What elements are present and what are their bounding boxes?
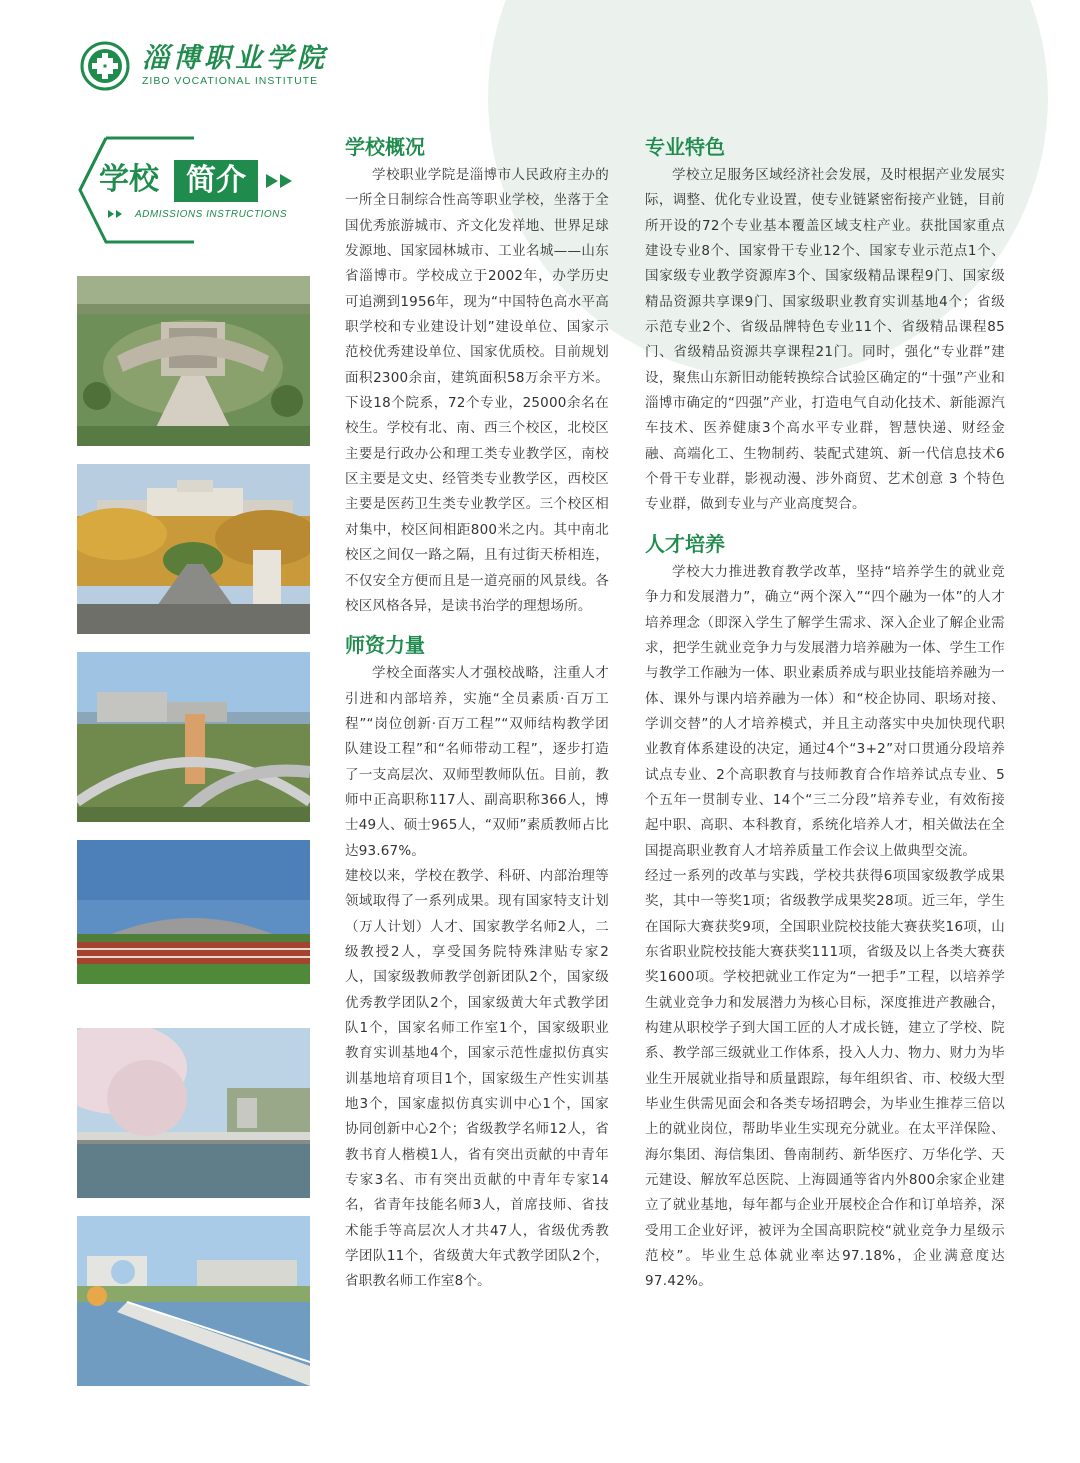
overview-body: 学校职业学院是淄博市人民政府主办的一所全日制综合性高等职业学校，坐落于全国优秀旅游城市、齐文化发祥地、世界足球发源地、国家园林城市、工业名城——山东省淄博市。学校成立于2002年，办学历史可追溯到1956年，现为“中国特色高水平高职学校和专业建设计划”建设单位、国家示范校优秀建设单位、国家优质校。目前规划面积2300余亩，建筑面积58万余平方米。下设18个院系，72个专业，25000余名在校生。学校有北、南、西三个校区，北校区主要是行政办公和理工类专业教学区，南校区主要是文史、经管类专业教学区，西校区主要是医药卫生类专业教学区。三个校区相对集中，校区间相距800米之内。其中南北校区之间仅一路之隔，且有过街天桥相连，不仅安全方便而且是一道亮丽的风景线。各校区风格各异，是读书治学的理想场所。 xyxy=(345,167,609,614)
photo-stadium xyxy=(77,840,310,984)
badge-highlight-box xyxy=(174,160,258,202)
section-title-faculty: 师资力量 xyxy=(345,633,425,658)
photo-main-building xyxy=(77,464,310,634)
faculty-body-1: 学校全面落实人才强校战略，注重人才引进和内部培养，实施“全员素质·百万工程”“岗位创新·百万工程”“双师结构教学团队建设工程”和“名师带动工程”，逐步打造了一支高层次、双师型教师队伍。目前，教师中正高职称117人、副高职称366人，博士49人、硕士965人，“双师”素质教师占比达93.67%。 xyxy=(345,665,609,859)
campus-lake-walkway-icon xyxy=(77,1216,310,1386)
middle-column xyxy=(345,133,609,1295)
intro-badge xyxy=(76,134,326,246)
photo-lakeside xyxy=(77,1028,310,1198)
lakeside-bridge-icon xyxy=(77,1028,310,1198)
specialty-body: 学校立足服务区域经济社会发展，及时根据产业发展实际，调整、优化专业设置，使专业链紧密衔接产业链，目前所开设的72个专业基本覆盖区域支柱产业。获批国家重点建设专业8个、国家骨干专业12个、国家专业示范点1个、国家级专业教学资源库3个、国家级精品课程9门、国家级精品资源共享课9门、国家级职业教育实训基地4个；省级示范专业2个、省级品牌特色专业11个、省级精品课程85门、省级精品资源共享课程21门。同时，强化“专业群”建设，聚焦山东新旧动能转换综合试验区确定的“十强”产业和淄博市确定的“四强”产业，打造电气自动化技术、新能源汽车技术、医养健康3个高水平专业群，智慧快递、财经金融、高端化工、生物制药、装配式建筑、新一代信息技术6个骨干专业群，影视动漫、涉外商贸、艺术创意 3 个特色专业群，做到专业与产业高度契合。 xyxy=(645,167,1005,513)
campus-tower-bridge-icon xyxy=(77,652,310,822)
section-title-specialty: 专业特色 xyxy=(645,135,725,159)
photo-campus-aerial xyxy=(77,276,310,446)
badge-english-subtitle: ADMISSIONS INSTRUCTIONS xyxy=(135,209,288,220)
badge-word-school: 学校 xyxy=(99,162,159,197)
school-emblem-icon xyxy=(80,41,130,91)
campus-main-building-icon xyxy=(77,464,310,634)
faculty-body-2: 建校以来，学校在教学、科研、内部治理等领域取得了一系列成果。现有国家特支计划（万人计划）人才、国家教学名师2人，二级教授2人，享受国务院特殊津贴专家2人，国家级教师教学创新团队2个，国家级优秀教学团队2个，国家级黄大年式教学团队1个，国家名师工作室1个，国家级职业教育实训基地4个，国家示范性虚拟仿真实训基地培育项目1个，国家级生产性实训基地3个，国家虚拟仿真实训中心1个，国家协同创新中心2个；省级教学名师12人，省教书育人楷模1人，省有突出贡献的中青年专家3名、市有突出贡献的中青年专家14名，省青年技能名师3人，首席技师、省技术能手等高层次人才共47人，省级优秀教学团队11个，省级黄大年式教学团队2个，省职教名师工作室8个。 xyxy=(345,867,609,1290)
section-title-overview: 学校概况 xyxy=(345,135,425,159)
stadium-track-icon xyxy=(77,840,310,984)
talent-body-2: 经过一系列的改革与实践，学校共获得6项国家级教学成果奖，其中一等奖1项；省级教学成果奖28项。近三年，学生在国际大赛获奖9项，全国职业院校技能大赛获奖16项，山东省职业院校技能大赛获奖111项，省级及以上各类大赛获奖1600项。学校把就业工作定为“一把手”工程，以培养学生就业竞争力和发展潜力为核心目标，深度推进产教融合，构建从职校学子到大国工匠的人才成长链，建立了学校、院系、教学部三级就业工作体系，投入人力、物力、财力为毕业生开展就业指导和质量跟踪，每年组织省、市、校级大型毕业生供需见面会和各类专场招聘会，为毕业生推荐三倍以上的就业岗位，帮助毕业生实现充分就业。在太平洋保险、海尔集团、海信集团、鲁南制药、新华医疗、万华化学、天元建设、解放军总医院、上海圆通等省内外800余家企业建立了就业基地，每年都与企业开展校企合作和订单培养，深受用工企业好评，被评为全国高职院校“就业竞争力星级示范校”。毕业生总体就业率达97.18%，企业满意度达97.42%。 xyxy=(645,867,1005,1290)
photo-tower-bridge xyxy=(77,652,310,822)
photo-lake-walkway xyxy=(77,1216,310,1386)
section-title-talent: 人才培养 xyxy=(645,531,725,556)
logo-chinese-name: 淄博职业学院 xyxy=(142,43,328,74)
badge-word-intro: 简介 xyxy=(186,163,246,198)
logo-english-name: ZIBO VOCATIONAL INSTITUTE xyxy=(142,75,319,87)
talent-body-1: 学校大力推进教育教学改革，坚持“培养学生的就业竞争力和发展潜力”，确立“两个深入”“四个融为一体”的人才培养理念（即深入学生了解学生需求、深入企业了解企业需求，把学生就业竞争力与发展潜力培养融为一体、学生工作与教学工作融为一体、职业素质养成与职业技能培养融为一体、课外与课内培养融为一体）和“校企协同、职场对接、学训交替”的人才培养模式，并且主动落实中央加快现代职业教育体系建设的决定，通过4个“3+2”对口贯通分段培养试点专业、2个高职教育与技师教育合作培养试点专业、5个五年一贯制专业、14个“三二分段”培养专业，有效衔接起中职、高职、本科教育，系统化培养人才，相关做法在全国提高职业教育人才培养质量工作会议上做典型交流。 xyxy=(645,563,1005,859)
right-column xyxy=(645,133,1005,1295)
campus-aerial-view-icon xyxy=(77,276,310,446)
school-logo xyxy=(80,40,328,92)
